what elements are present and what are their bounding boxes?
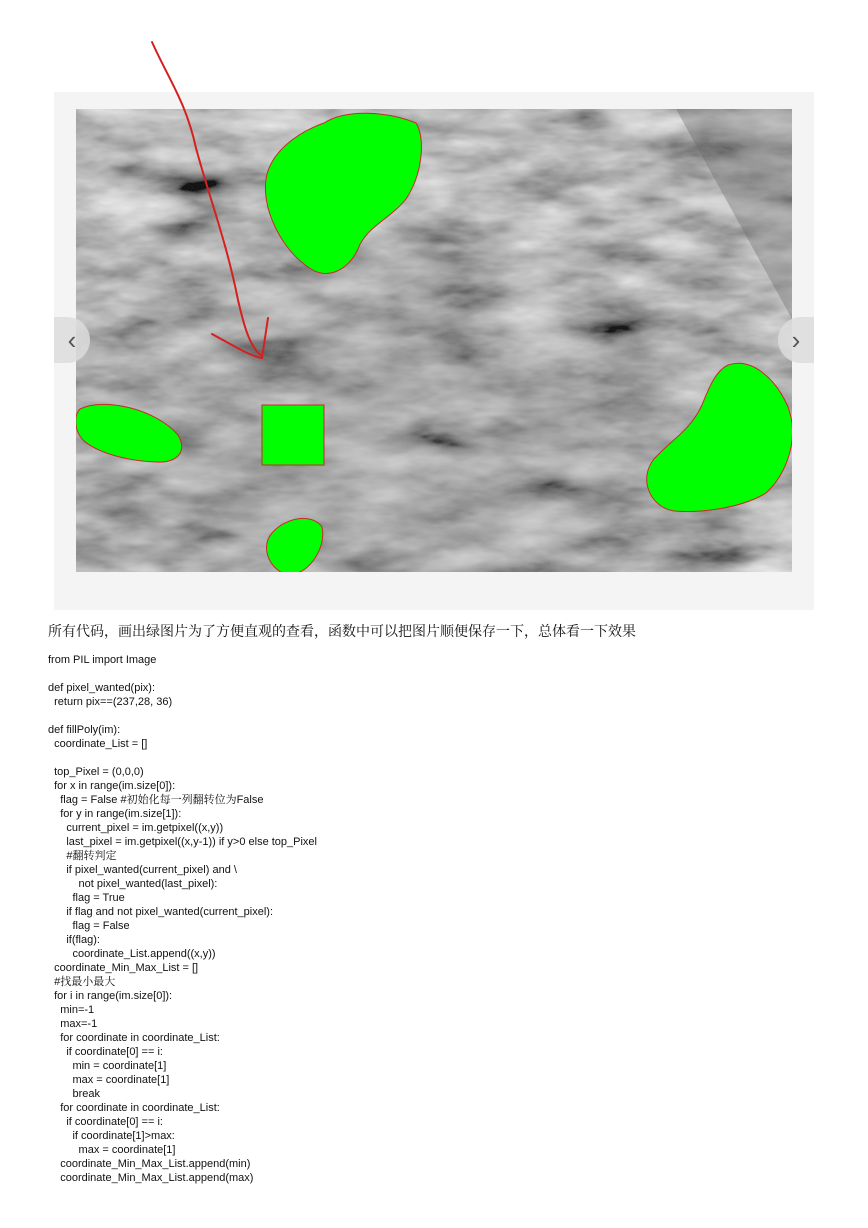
code-line: for y in range(im.size[1]):: [48, 808, 182, 820]
code-line: coordinate_List.append((x,y)): [48, 948, 216, 960]
chevron-right-icon: ›: [791, 325, 801, 355]
code-line: coordinate_List = []: [48, 738, 148, 750]
code-line: def fillPoly(im):: [48, 724, 121, 736]
code-line: [48, 751, 317, 765]
code-line: for coordinate in coordinate_List:: [48, 1032, 220, 1044]
code-line: #找最小最大: [48, 976, 116, 988]
code-line: if pixel_wanted(current_pixel) and \: [48, 864, 237, 876]
code-line: top_Pixel = (0,0,0): [48, 766, 144, 778]
code-line: max = coordinate[1]: [48, 1074, 170, 1086]
code-line: [48, 667, 317, 681]
code-line: flag = True: [48, 892, 125, 904]
code-line: coordinate_Min_Max_List = []: [48, 962, 199, 974]
code-line: flag = False: [48, 920, 130, 932]
code-line: return pix==(237,28, 36): [48, 696, 173, 708]
chevron-left-icon: ‹: [67, 325, 77, 355]
image-gallery: [54, 92, 814, 610]
code-line: for x in range(im.size[0]):: [48, 780, 176, 792]
code-line: not pixel_wanted(last_pixel):: [48, 878, 218, 890]
code-line: min=-1: [48, 1004, 95, 1016]
code-line: max = coordinate[1]: [48, 1144, 176, 1156]
code-line: [48, 709, 317, 723]
code-line: coordinate_Min_Max_List.append(max): [48, 1172, 254, 1184]
code-line: if coordinate[0] == i:: [48, 1116, 163, 1128]
mammogram-image: [76, 109, 792, 572]
code-block: [48, 653, 317, 1185]
code-line: break: [48, 1088, 100, 1100]
code-line: #翻转判定: [48, 850, 117, 862]
code-line: if flag and not pixel_wanted(current_pixel):: [48, 906, 274, 918]
mammogram-canvas: [76, 109, 792, 572]
region-square: [262, 405, 324, 465]
code-line: max=-1: [48, 1018, 98, 1030]
caption-text: 所有代码，画出绿图片为了方便直观的查看，函数中可以把图片顺便保存一下，总体看一下效果: [48, 623, 636, 639]
code-line: from PIL import Image: [48, 654, 157, 666]
code-line: def pixel_wanted(pix):: [48, 682, 156, 694]
code-line: if coordinate[1]>max:: [48, 1130, 175, 1142]
code-line: coordinate_Min_Max_List.append(min): [48, 1158, 251, 1170]
code-line: current_pixel = im.getpixel((x,y)): [48, 822, 224, 834]
code-line: flag = False #初始化每一列翻转位为False: [48, 794, 264, 806]
code-line: for i in range(im.size[0]):: [48, 990, 173, 1002]
code-line: last_pixel = im.getpixel((x,y-1)) if y>0 else top_Pixel: [48, 836, 317, 848]
code-line: if(flag):: [48, 934, 100, 946]
code-line: min = coordinate[1]: [48, 1060, 167, 1072]
code-line: if coordinate[0] == i:: [48, 1046, 163, 1058]
code-line: for coordinate in coordinate_List:: [48, 1102, 220, 1114]
